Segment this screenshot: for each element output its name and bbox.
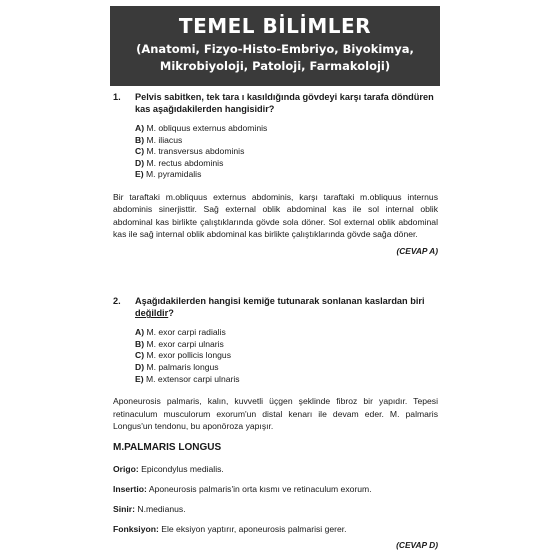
negative-emphasis: değildir	[135, 308, 169, 319]
option-d: D) M. palmaris longus	[135, 361, 219, 372]
explanation: Aponeurosis palmaris, kalın, kuvvetli üçgen şeklinde fibroz bir yapıdır. Tepesi retinaculum musculorum exorum'un distal kenarı ile devam eder. M. palmaris Longus'un tendonu, bu aponöroza yapışır.	[113, 396, 438, 431]
option-c: C) M. exor pollicis longus	[135, 350, 232, 361]
question-1	[113, 91, 438, 115]
section-banner	[110, 6, 440, 86]
spacer	[113, 257, 438, 295]
option-c: C) M. transversus abdominis	[135, 146, 245, 157]
field-fonksiyon: Fonksiyon: Ele eksiyon yaptırır, aponeurosis palmarisi gerer.	[113, 523, 347, 534]
field-insertio: Insertio: Aponeurosis palmaris'in orta kısmı ve retinaculum exorum.	[113, 483, 372, 494]
question-number: 2.	[113, 296, 121, 307]
answer-label: (CEVAP A)	[396, 245, 438, 256]
option-b: B) M. iliacus	[135, 134, 183, 145]
option-e: E) M. pyramidalis	[135, 169, 202, 180]
section-title: TEMEL BİLİMLER	[178, 14, 372, 38]
question-text: Pelvis sabitken, tek tara ı kasıldığında gövdeyi karşı tarafa döndüren kas aşağıdakilerden hangisidir?	[135, 92, 434, 114]
question-number: 1.	[113, 92, 121, 102]
option-b: B) M. exor carpi ulnaris	[135, 338, 224, 349]
answer-label: (CEVAP D)	[396, 539, 438, 550]
options-list	[135, 123, 438, 181]
option-a: A) M. exor carpi radialis	[135, 327, 226, 338]
section-subtitle: (Anatomi, Fizyo-Histo-Embriyo, Biyokimya, Mikrobiyoloji, Patoloji, Farmakoloji)	[136, 42, 414, 73]
question-text: Aşağıdakilerden hangisi kemiğe tutunarak sonlanan kaslardan biri değildir?	[135, 296, 425, 319]
options-list	[135, 327, 438, 385]
section-heading: M.PALMARIS LONGUS	[113, 442, 222, 454]
explanation: Bir taraftaki m.obliquus externus abdominis, karşı taraftaki m.obliquus internus abdominis sinerjisttir. Sağ external oblik abdominal kas ile sol internal oblik abdominal kas birlikte çalıştıklarında gövde sola döner. Sol external oblik abdominal kas ile sağ internal oblik abdominal kas birlikte çalıştıklarında gövde sağa döner.	[113, 191, 438, 240]
option-a: A) M. obliquus externus abdominis	[135, 123, 268, 133]
option-d: D) M. rectus abdominis	[135, 157, 224, 168]
field-sinir: Sinir: N.medianus.	[113, 503, 186, 514]
option-e: E) M. extensor carpi ulnaris	[135, 373, 240, 384]
question-2	[113, 295, 438, 319]
field-origo: Origo: Epicondylus medialis.	[113, 463, 224, 474]
page-content	[113, 91, 438, 552]
